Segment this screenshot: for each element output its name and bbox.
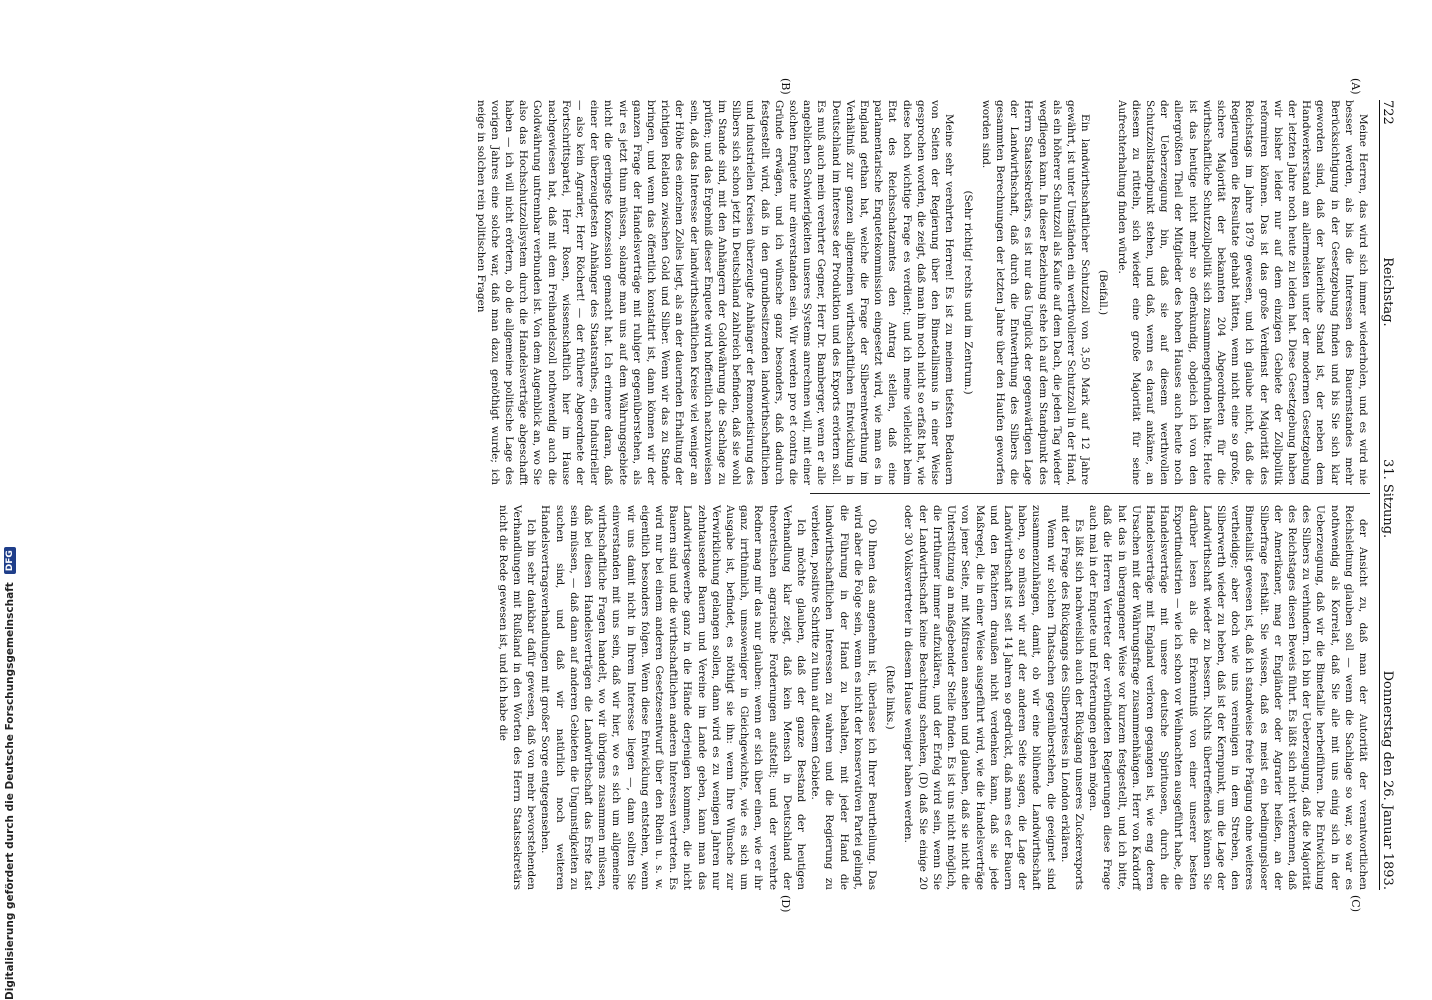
paragraph: Ein landwirthschaftlicher Schutzzoll von 3,50 Mark auf 12 Jahre gewährt, ist unter Umständen ein werthvollerer Schutzzoll in der Hand, als ein höherer Schutzzoll als Kaufe auf dem Dach, die jeden Tag wieder wegfliegen kann. In dieser Beziehung stehe ich auf dem Standpunkt des Herrn Staatssekretärs, es ist nur das Unglück der gegenwärtigen Lage der Landwirthschaft, daß durch die Entwerthung des Silbers die gesammten Berechnungen der letzten Jahre über den Haufen geworfen worden sind. bbox=[979, 100, 1092, 485]
paragraph: Ob Ihnen das angenehm ist, überlasse ich Ihrer Beurtheilung. Das wird aber die Folge sein, wenn es nicht der konservativen Partei gelingt, die Führung in der Hand zu behalten, mit jeder Hand die landwirthschaftlichen Interessen zu wahren und die Regierung zu verbieten, positive Schritte zu thun auf diesem Gebiete. bbox=[809, 505, 879, 890]
header-date: Donnerstag den 26. Januar 1893. bbox=[1380, 670, 1395, 890]
paragraph: Meine Herren, das wird sich immer wiederholen, und es wird nie besser werden, als bis die Interessen des Bauernstandes mehr Berücksichtigung in der Gesetzgebung finden und bis Sie sich klar geworden sind, daß der bäuerliche Stand ist, der neben dem Handwerkerstand am allermeisten unter der modernen Gesetzgebung der letzten Jahre noch heute zu leiden hat. Diese Gesetzgebung haben wir bisher leider nur auf dem einzigen Gebiete der Zollpolitik reformiren können. Das ist das große Verdienst der Majorität des Reichstags im Jahre 1879 gewesen, und ich glaube nicht, daß die Regierungen die Resultate gehabt hätten, wenn nicht eine so große, sichere Majorität der bekannten 204 Abgeordneten für die wirthschaftliche Schutzzollpolitik sich zusammengefunden hätte. Heute ist das heutige nicht mehr so offenkundig, obgleich ich von den allergrößten Theil der Mitglieder des hohen Hauses auch heute noch der Ueberzeugung bin, daß sie auf diesem werthvollen Schutzzollstandpunkt stehen, und daß, wenn es darauf ankäme, an diesem zu rütteln, sich wieder eine große Majorität für seine Aufrechterhaltung finden würde. bbox=[1115, 100, 1369, 485]
interjection: (Sehr richtig! rechts und im Zentrum.) bbox=[961, 190, 974, 395]
paragraph: Ich bin sehr dankbar dafür gewesen, daß von mehr bevorstehenden Verhandlungen mit Rußland in den Worten des Herrn Staatssekretärs nicht die Rede gewesen ist, und ich habe die bbox=[496, 505, 538, 890]
right-column bbox=[496, 505, 1370, 890]
paragraph: der Ansicht zu, daß man der Autorität der verantwortlichen Reichsleitung glauben soll — wenn die Sachlage so war, so war es nothwendig als Korrelat, daß Sie alle mit uns einig sich in der Ueberzeugung, daß wir die Bimetallie herbeiführen. Die Entwicklung des Silbers zu verhindern. Ich bin der Ueberzeugung, daß die Majorität des Reichstages diesen Beweis führt. Es läßt sich nicht verkennen, daß der Amerikaner, mag er Engländer oder Agrarier heißen, an der Silberfrage festhält. Sie wissen, daß es meist ein bedingungsloser Bimetallist gewesen ist, daß ich standweise freie Prägung ohne weiteres vertheidige; aber doch wie uns vereinigen in dem Streben, den Silberwerth wieder zu heben, daß ist der Kernpunkt, um die Lage der Landwirthschaft wieder zu bessern. Nichts übertreffendes können Sie darüber lesen als die Erkenntniß von einer unserer besten Exportindustrien — wie ich schon vor Weihnachten ausgeführt habe, die Handelsverträge mit unsere deutsche Spirituosen, durch die Handelsverträge mit England verloren gegangen ist, wie eng deren Ursachen mit der Währungsfrage zusammenhängen. Herr von Kardorff hat das in übergangener Weise vor kurzem festgestellt, und ich bitte, daß die Herren Vertreter der verbündeten Regierungen diese Frage auch mal in der Enquete und Erörterungen gehen mögen. bbox=[1087, 505, 1369, 890]
paragraph: Meine sehr verehrten Herren! Es ist zu meinem tiefsten Bedauern von Seiten der Regierung über den Bimetallismus in einer Weise gesprochen worden, die zeigt, daß man ihn noch nicht so erfaßt hat, wie diese hoch wichtige Frage es verdient; und ich meine vielleicht beim Etat des Reichsschatzamtes den Antrag stellen, daß eine parlamentarische Enquetekommission eingesetzt wird, wie man es in England gethan hat, welche die Frage der Silberentwerthung im Verhältniß zur ganzen allgemeinen wirthschaftlichen Entwicklung in Deutschland im Interesse der Produktion und des Exports erörtern soll. Es muß auch mein verehrter Gegner, Herr Dr. Bamberger, wenn er alle angeblichen Schwierigkeiten unseres Systems anrechnen will, mit einer solchen Enquete nur einverstanden sein. Wir werden pro et contra die Gründe erwägen, und ich wünsche ganz besonders, daß dadurch festgestellt wird, daß in den grundbesitzenden landwirthschaftlichen und industriellen Kreisen überzeugte Anhänger der Remonetisirung des Silbers sich schon jetzt in Deutschland zahlreich befinden, daß sie wohl im Stande sind, mit den Anhängern der Goldwährung die Sachlage zu prüfen; und das Ergebniß dieser Enquete wird hoffentlich nachzuweisen sein, daß das Interesse der landwirthschaftlichen Kreise viel weniger an der Höhe des einzelnen Zolles liegt, als an der dauernden Erhaltung der richtigen Relation zwischen Gold und Silber. Wenn wir das zu Stande bringen, und wenn das öffentlich konstatirt ist, dann können wir der ganzen Frage der Handelsverträge mit ruhiger gegenüberstehen, als wir es jetzt thun müssen, solange man uns auf dem Währungsgebiete nicht die geringste Konzession gemacht hat. Ich erinnere daran, daß einer der überzeugtesten Anhänger des Staatsrathes, ein Industrieller — also kein Agrarier, Herr Röchert! — der frühere Abgeordnete der Fortschrittspartei, Herr Rosen, wissenschaftlich hier im Hause nachgewiesen hat, daß mit dem Freihandelszoll nothwendig auch die Goldwährung untrennbar verbunden ist. Von dem Augenblick an, wo Sie also das Hochschutzzollsystem durch die Handelsverträge abgeschafft haben — ich will nicht erörtern, ob die allgemeine politische Lage des vorigen Jahres eine solche war, daß man dazu genöthigt wurde; ich neige in solchen rein politischen Fragen bbox=[474, 100, 956, 485]
header-left: Reichstag. bbox=[1380, 257, 1395, 327]
page-number: 722 bbox=[1380, 100, 1395, 125]
column-divider bbox=[810, 493, 1370, 494]
paragraph: Es läßt sich nachweislich auch der Rückgang unseres Zuckerexports mit der Frage des Rückgangs des Silberpreises in London erklären. bbox=[1058, 505, 1085, 890]
paragraph: Wenn wir solchen Thatsachen gegenüberstehen, die geeignet sind zusammenzuhängen, damit, ob wir eine blühende Landwirthschaft haben, so müssen wir auf der anderen Seite sagen, die Lage der Landwirthschaft ist seit 14 Jahren so gedrückt, daß man es der Bauern und den Pächtern draußen nicht verdenken kann, daß sie jede Maßregel, die in einer Weise ausgeführt wird, wie die Handelsverträge von jener Seite, mit Mißtrauen ansehen und glauben, daß sie nicht die Unterstützung an maßgebender Stelle finden. Es ist uns nicht möglich, die Irrthümer immer aufzuklären, und der Erfolg wird sein, wenn Sie der Landwirthschaft keine Beachtung schenken, (D) daß Sie einige 20 oder 30 Volksvertreter in diesem Hause weniger haben werden. bbox=[902, 505, 1057, 890]
margin-mark-c: (C) bbox=[1349, 895, 1362, 912]
paragraph: Ich möchte glauben, daß der ganze Bestand der heutigen Verhandlung klar zeigt, daß kein Mensch in Deutschland der theoretischen agrarische Forderungen aufstellt; und der verehrte Redner mag mir das nur glauben: wenn er sich über einen, wie er ihr ganz irrthümlich, umsoweniger in Gleichgewichte, wie es sich um Ausgabe ist, befindet, es nöthigt sie ihn: wenn Ihre Wünsche zur Verwirklichung gelangen sollen, dann wird es zu wenigen Jahren nur zehntausende Bauern und Vereine im Lande geben, kann man das Landwirtsgewerbe ganz in die Hände derjenigen kommen, die nicht Bauern sind und die wirthschaftlichen anderen Interessen vertreten. Es wird nur bei einem anderen Gesetzesentwurf über den Rhein u. s. w. eigentlich besonders folgen. Wenn diese Entwicklung entstehen, wenn wir uns damit nicht in Ihrem Interesse liegen —, dann sollten Sie einverstanden mit uns sein, daß wir hier, wo es sich um allgemeine wirthschaftliche Fragen handelt, wo wir übrigens zusammen müssen, daß bei diesen Handelsverträgen die Landwirthschaft das Erste fast sein müssen, — daß dann auf anderen Gebieten die Ungunstigkeiten zu suchen sind, und daß wir natürlich noch weiteren Handelsvertragsverhandlungen mit großer Sorge entgegensehen. bbox=[539, 505, 808, 890]
margin-mark-a: (A) bbox=[1349, 78, 1362, 95]
page-header bbox=[1379, 100, 1402, 890]
margin-mark-d: (D) bbox=[779, 895, 792, 913]
footer bbox=[4, 4, 16, 1000]
interjection: (Beifall.) bbox=[1097, 269, 1110, 316]
left-column bbox=[473, 100, 1370, 485]
footer-text: Digitalisierung gefördert durch die Deutsche Forschungsgemeinschaft bbox=[4, 582, 16, 1000]
header-middle: 31. Sitzung. bbox=[1380, 459, 1395, 539]
interjection: (Rufe links.) bbox=[884, 665, 897, 730]
dfg-logo-icon: DFG bbox=[4, 547, 16, 574]
margin-mark-b: (B) bbox=[779, 78, 792, 95]
